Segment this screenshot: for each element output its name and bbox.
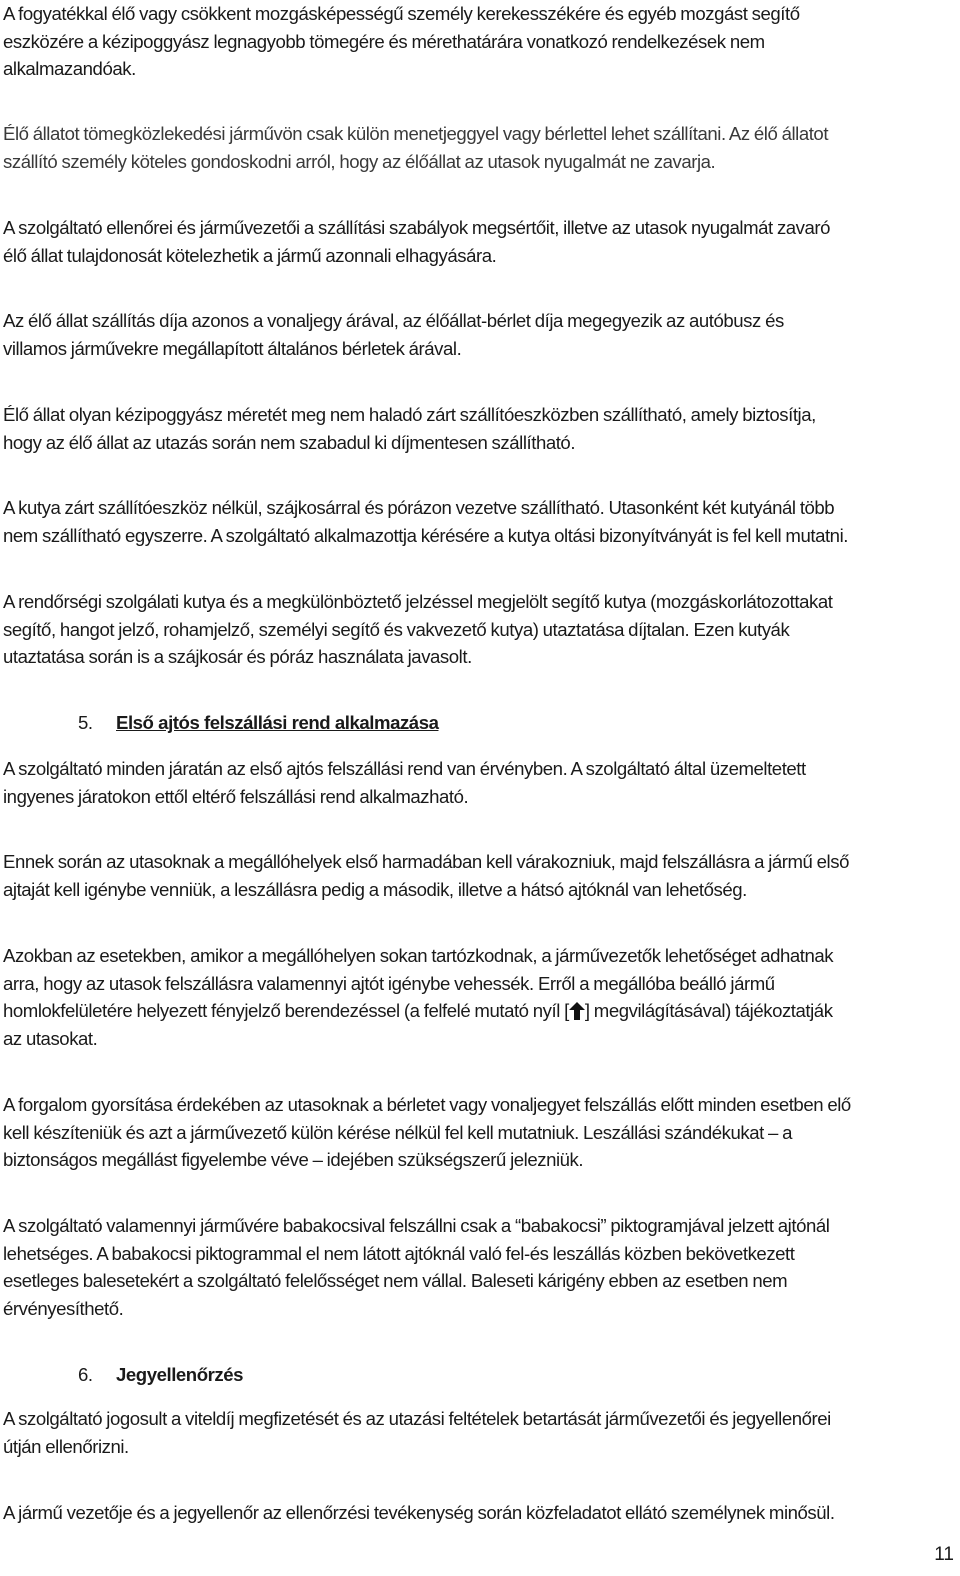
paragraph-animal-carrier bbox=[3, 401, 958, 456]
text-line: arra, hogy az utasok felszállásra valamennyi ajtót igénybe vehessék. Erről a megállóba beálló jármű bbox=[3, 972, 775, 994]
paragraph-stroller-boarding bbox=[3, 1212, 958, 1322]
text-line: alkalmazandóak. bbox=[3, 58, 136, 79]
text-line: A szolgáltató minden járatán az első ajtós felszállási rend van érvényben. A szolgáltató által üzemeltetett bbox=[3, 758, 806, 779]
section-title: Első ajtós felszállási rend alkalmazása bbox=[116, 712, 439, 733]
text-line: élő állat tulajdonosát kötelezhetik a jármű azonnali elhagyására. bbox=[3, 244, 497, 266]
text-line: ajtaját kell igénybe venniük, a leszállásra pedig a második, illetve a hátsó ajtóknál van lehetőség. bbox=[3, 878, 747, 900]
paragraph-ticket-inspection bbox=[3, 1405, 958, 1460]
paragraph-dog-rules bbox=[3, 494, 958, 549]
paragraph-public-duty bbox=[3, 1499, 958, 1527]
section-heading-5 bbox=[78, 709, 438, 737]
paragraph-animal-fare bbox=[3, 307, 958, 362]
text-line: lehetséges. A babakocsi piktogrammal el nem látott ajtóknál való fel-és leszállás közben bekövetkezett bbox=[3, 1242, 795, 1264]
text-line: villamos járművekre megállapított általános bérletek árával. bbox=[3, 337, 462, 359]
paragraph-boarding-procedure bbox=[3, 848, 958, 903]
section-title: Jegyellenőrzés bbox=[116, 1364, 244, 1385]
text-line: szállító személy köteles gondoskodni arról, hogy az élőállat az utasok nyugalmát ne zavarja. bbox=[3, 150, 716, 172]
text-line: Élő állatot tömegközlekedési járművön csak külön menetjeggyel vagy bérlettel lehet szállítani. Az élő állatot bbox=[3, 123, 829, 144]
text-line: A szolgáltató valamennyi járművére babakocsival felszállni csak a “babakocsi” piktogramjával jelzett ajtónál bbox=[3, 1215, 830, 1236]
paragraph-wheelchair-exception bbox=[3, 0, 958, 83]
section-number: 6. bbox=[78, 1364, 93, 1385]
text-line: segítő, hangot jelző, rohamjelző, személyi segítő és vakvezető kutya) utaztatása díjtalan. Ezen kutyák bbox=[3, 618, 790, 640]
page-number: 11 bbox=[934, 1544, 954, 1565]
text-line: kell készíteniük és azt a járművezető külön kérése nélkül fel kell mutatniuk. Leszállási szándékukat – a bbox=[3, 1121, 793, 1143]
paragraph-all-doors-boarding bbox=[3, 942, 958, 1052]
text-line: Élő állat olyan kézipoggyász méretét meg nem haladó zárt szállítóeszközben szállítható, amely biztosítja, bbox=[3, 404, 816, 425]
text-line: A rendőrségi szolgálati kutya és a megkülönböztető jelzéssel megjelölt segítő kutya (mozgáskorlátozottakat bbox=[3, 591, 833, 612]
text-line: ingyenes járatokon ettől eltérő felszállási rend alkalmazható. bbox=[3, 785, 469, 807]
text-line: hogy az élő állat az utazás során nem szabadul ki díjmentesen szállítható. bbox=[3, 431, 576, 453]
up-arrow-icon bbox=[569, 1002, 585, 1020]
text-line: érvényesíthető. bbox=[3, 1297, 124, 1319]
text-line: az utasokat. bbox=[3, 1027, 98, 1049]
text-line: A kutya zárt szállítóeszköz nélkül, szájkosárral és pórázon vezetve szállítható. Utasonként két kutyánál több bbox=[3, 497, 835, 518]
text-segment: ] megvilágításával) tájékoztatják bbox=[584, 1000, 833, 1021]
text-line: biztonságos megállást figyelembe véve – idejében szükségszerű jelezniük. bbox=[3, 1149, 584, 1170]
text-line: A szolgáltató ellenőrei és járművezetői a szállítási szabályok megsértőit, illetve az utasok nyugalmát zavaró bbox=[3, 217, 831, 238]
text-line: esetleges balesetekért a szolgáltató felelősséget nem vállal. Baleseti kárigény ebben az esetben nem bbox=[3, 1270, 788, 1291]
text-line: A jármű vezetője és a jegyellenőr az ellenőrzési tevékenység során közfeladatot ellátó személynek minősül. bbox=[3, 1502, 835, 1523]
text-line: Azokban az esetekben, amikor a megállóhelyen sokan tartózkodnak, a járművezetők lehetőséget adhatnak bbox=[3, 945, 834, 966]
text-segment: homlokfelületére helyezett fényjelző berendezéssel (a felfelé mutató nyíl [ bbox=[3, 1000, 569, 1021]
text-line: A forgalom gyorsítása érdekében az utasoknak a bérletet vagy vonaljegyet felszállás előtt minden esetben elő bbox=[3, 1094, 851, 1115]
text-line: Az élő állat szállítás díja azonos a vonaljegy árával, az élőállat-bérlet díja megegyezik az autóbusz és bbox=[3, 310, 784, 331]
paragraph-front-door-boarding bbox=[3, 755, 958, 810]
text-line: nem szállítható egyszerre. A szolgáltató alkalmazottja kérésére a kutya oltási bizonyítványát is fel kell mutatni. bbox=[3, 524, 848, 546]
text-line: A szolgáltató jogosult a viteldíj megfizetését és az utazási feltételek betartását járművezetői és jegyellenőrei bbox=[3, 1408, 831, 1429]
text-line: A fogyatékkal élő vagy csökkent mozgásképességű személy kerekesszékére és egyéb mozgást segítő bbox=[3, 3, 800, 24]
section-heading-6 bbox=[78, 1361, 243, 1389]
paragraph-inspector-rights bbox=[3, 214, 958, 269]
text-line bbox=[3, 997, 958, 1025]
paragraph-live-animal-ticket bbox=[3, 120, 958, 175]
section-number: 5. bbox=[78, 712, 93, 733]
text-line: útján ellenőrizni. bbox=[3, 1435, 129, 1457]
paragraph-service-dogs bbox=[3, 588, 958, 671]
text-line: Ennek során az utasoknak a megállóhelyek első harmadában kell várakozniuk, majd felszállásra a jármű első bbox=[3, 851, 849, 872]
text-line: eszközére a kézipoggyász legnagyobb tömegére és mérethatárára vonatkozó rendelkezések nem bbox=[3, 30, 765, 52]
paragraph-ticket-preparation bbox=[3, 1091, 958, 1174]
text-line: utaztatása során is a szájkosár és póráz használata javasolt. bbox=[3, 646, 472, 667]
